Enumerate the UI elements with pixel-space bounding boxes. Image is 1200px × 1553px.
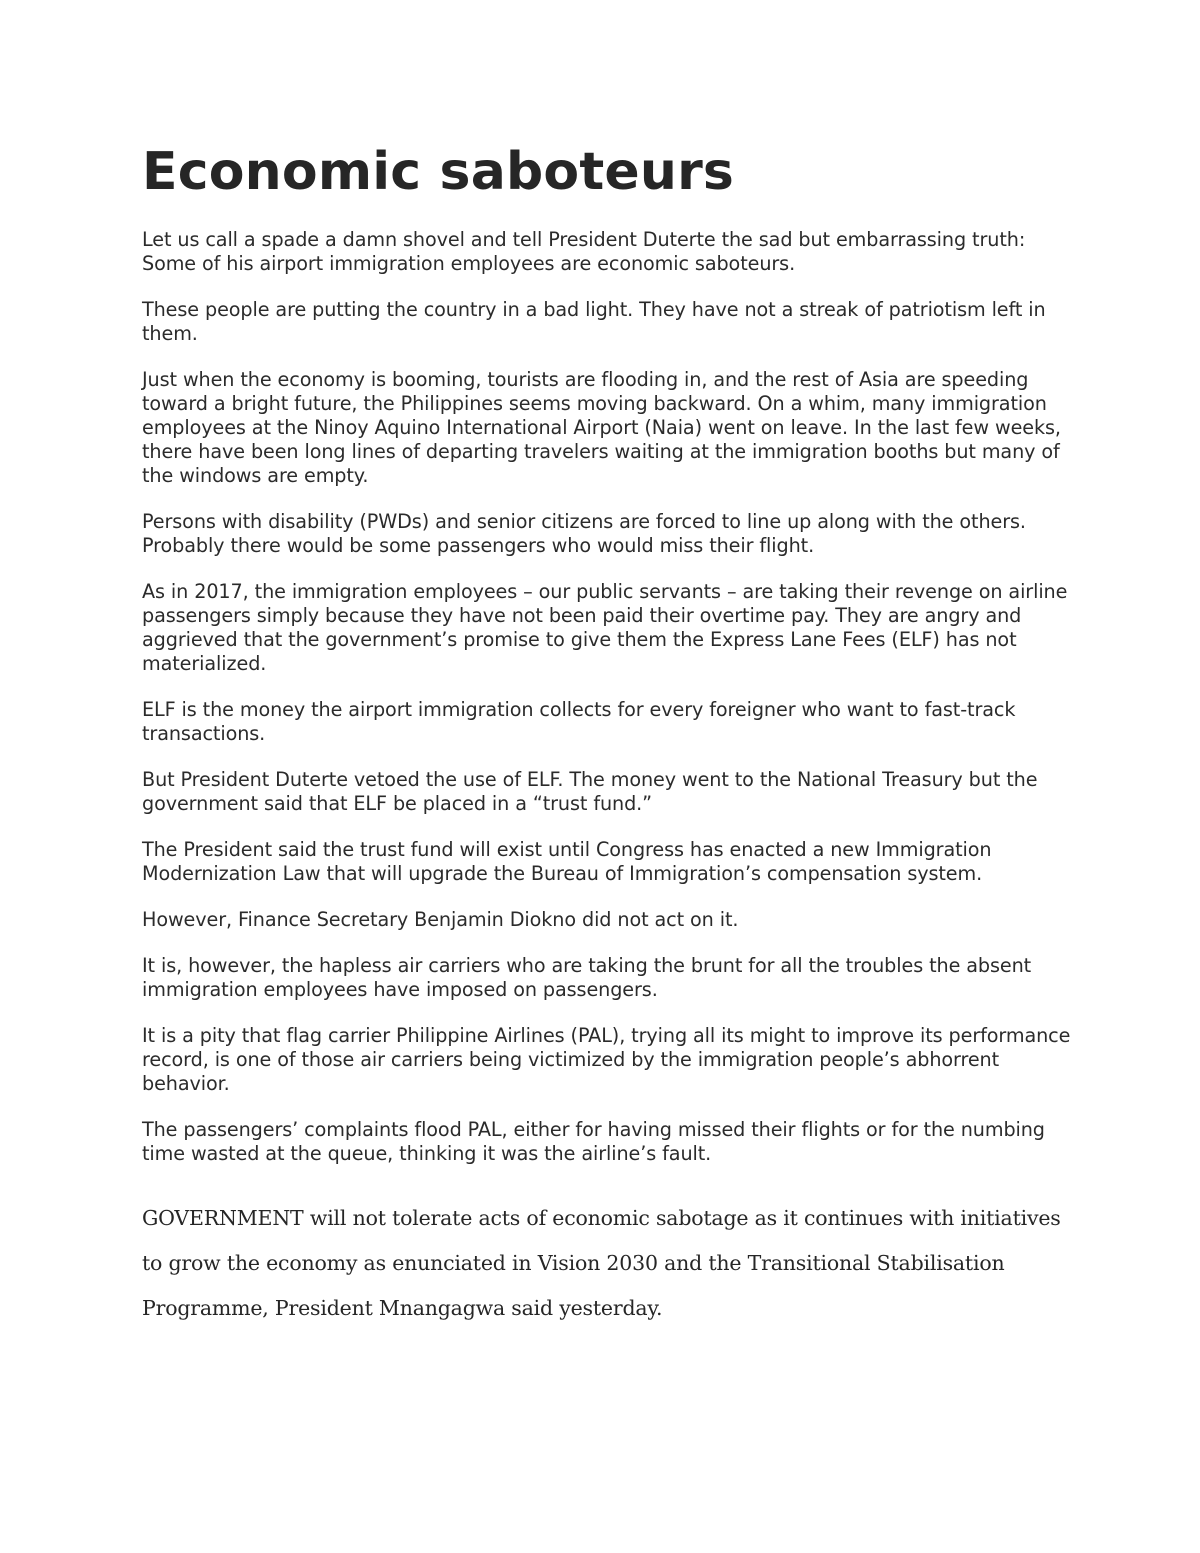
paragraph-10: It is, however, the hapless air carriers who are taking the brunt for all the troubles the absent immigration employees have imposed on passengers. (142, 954, 1032, 1001)
paragraph-4: Persons with disability (PWDs) and senior citizens are forced to line up along with the others. Probably there would be some passengers who would miss their flight. (142, 510, 1026, 557)
paragraph-3: Just when the economy is booming, tourists are flooding in, and the rest of Asia are speeding toward a bright future, the Philippines seems moving backward. On a whim, many immigration employees at the Ninoy Aquino International Airport (Naia) went on leave. In the last few weeks, there have been long lines of departing travelers waiting at the immigration booths but many of the windows are empty. (142, 368, 1061, 487)
paragraph-7: But President Duterte vetoed the use of ELF. The money went to the National Treasury but the government said that ELF be placed in a “trust fund.” (142, 768, 1038, 815)
paragraph-11: It is a pity that flag carrier Philippine Airlines (PAL), trying all its might to improve its performance record, is one of those air carriers being victimized by the immigration people’s abhorrent behavior. (142, 1024, 1071, 1095)
paragraph-8: The President said the trust fund will exist until Congress has enacted a new Immigration Modernization Law that will upgrade the Bureau of Immigration’s compensation system. (142, 838, 992, 885)
paragraph-12: The passengers’ complaints flood PAL, either for having missed their flights or for the numbing time wasted at the queue, thinking it was the airline’s fault. (142, 1118, 1045, 1165)
paragraph-9: However, Finance Secretary Benjamin Diokno did not act on it. (142, 908, 739, 931)
document-title: Economic saboteurs (142, 142, 735, 202)
paragraph-6: ELF is the money the airport immigration collects for every foreigner who want to fast-track transactions. (142, 698, 1016, 745)
closing-paragraph: GOVERNMENT will not tolerate acts of economic sabotage as it continues with initiatives to grow the economy as enunciated in Vision 2030 and the Transitional Stabilisation Programme, President Mnangagwa said yesterday. (142, 1206, 1061, 1320)
document-body (142, 138, 1072, 1331)
paragraph-2: These people are putting the country in a bad light. They have not a streak of patriotism left in them. (142, 298, 1046, 345)
paragraph-5: As in 2017, the immigration employees – our public servants – are taking their revenge on airline passengers simply because they have not been paid their overtime pay. They are angry and aggrieved that the government’s promise to give them the Express Lane Fees (ELF) has not materialized. (142, 580, 1068, 675)
paragraph-1: Let us call a spade a damn shovel and tell President Duterte the sad but embarrassing truth: Some of his airport immigration employees are economic saboteurs. (142, 228, 1026, 275)
